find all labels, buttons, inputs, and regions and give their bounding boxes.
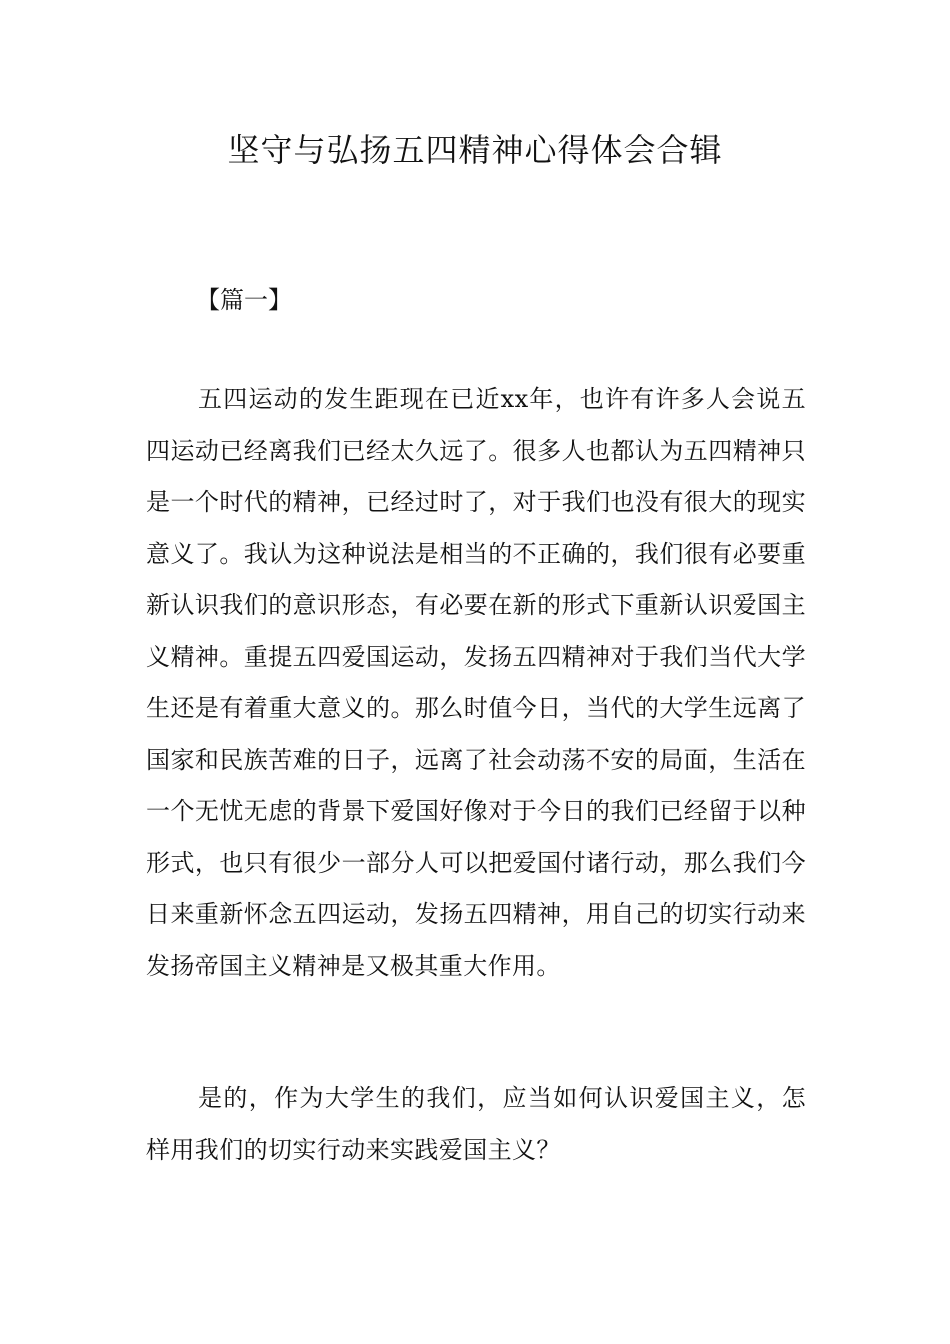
body-paragraph-1: 五四运动的发生距现在已近xx年，也许有许多人会说五四运动已经离我们已经太久远了。很多人也都认为五四精神只是一个时代的精神，已经过时了，对于我们也没有很大的现实意义了。我认为这种说法是相当的不正确的，我们很有必要重新认识我们的意识形态，有必要在新的形式下重新认识爱国主义精神。重提五四爱国运动，发扬五四精神对于我们当代大学生还是有着重大意义的。那么时值今日，当代的大学生远离了国家和民族苦难的日子，远离了社会动荡不安的局面，生活在一个无忧无虑的背景下爱国好像对于今日的我们已经留于以种形式，也只有很少一部分人可以把爱国付诸行动，那么我们今日来重新怀念五四运动，发扬五四精神，用自己的切实行动来发扬帝国主义精神是又极其重大作用。 — [146, 385, 806, 980]
document-title: 坚守与弘扬五四精神心得体会合辑 — [227, 131, 723, 169]
body-paragraph-2: 是的，作为大学生的我们，应当如何认识爱国主义，怎样用我们的切实行动来实践爱国主义？ — [146, 1084, 806, 1164]
section-heading: 【篇一】 — [196, 286, 292, 314]
